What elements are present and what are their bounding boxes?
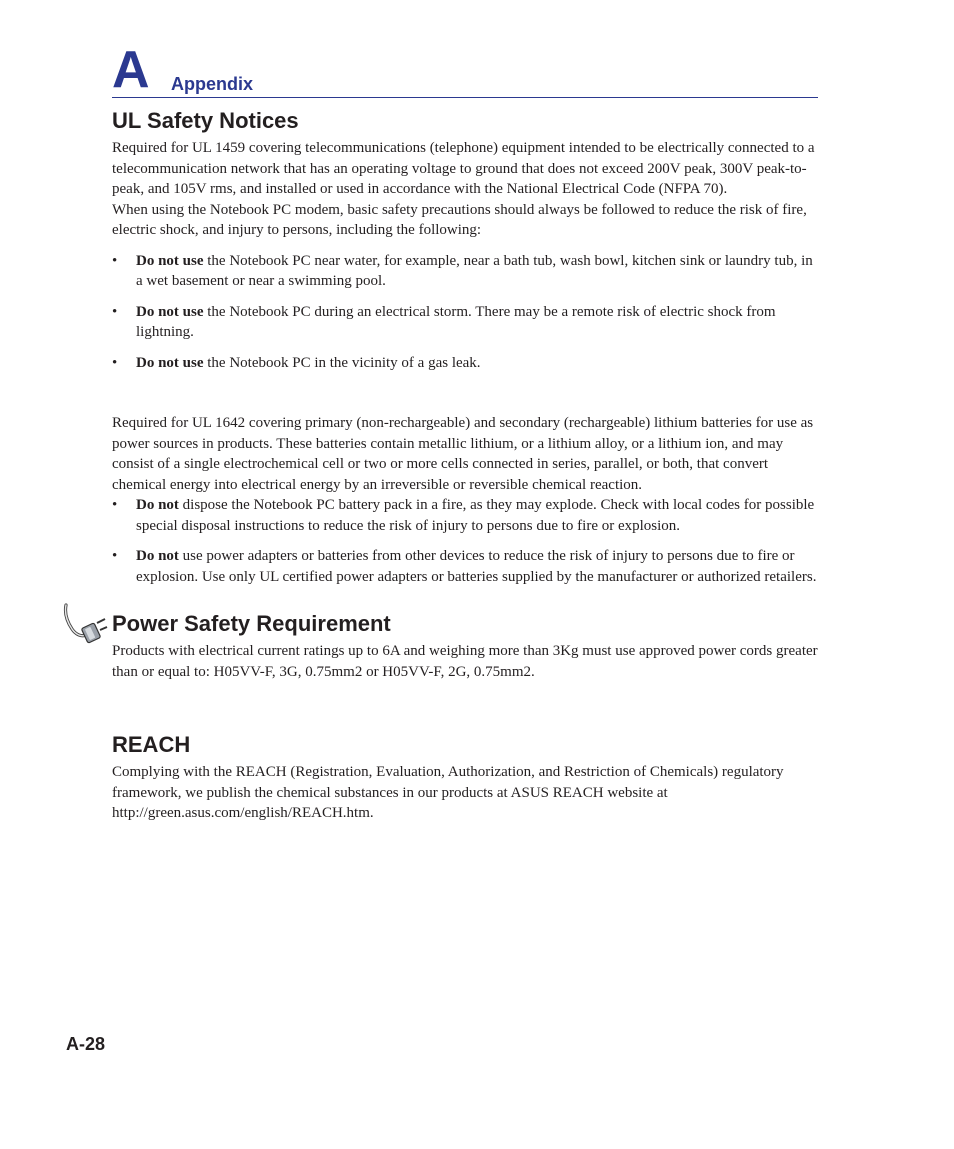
warning-text: the Notebook PC in the vicinity of a gas leak. [203,354,481,371]
reach-title: REACH [112,732,191,757]
bullet: • [112,497,118,513]
power-plug-icon [62,601,108,645]
modem-precautions-paragraph: When using the Notebook PC modem, basic safety precautions should always be followed to reduce the risk of fire, electric shock, and injury to persons, including the following: [112,201,807,238]
warning-emphasis: Do not use [136,354,204,371]
page-header [112,41,818,99]
chapter-title: Appendix [171,74,254,94]
warning-text: use power adapters or batteries from other devices to reduce the risk of injury to persons due to fire or explosion. Use only UL certified power adapters or batteries supplied by the manufacturer or authorized retailers. [136,548,817,585]
bullet: • [112,252,118,269]
reach-section [112,730,818,824]
ul-safety-section [112,106,818,587]
warning-emphasis: Do not use [136,252,204,269]
warning-text: the Notebook PC during an electrical storm. There may be a remote risk of electric shock from lightning. [136,303,776,340]
list-item [112,546,818,587]
power-safety-title: Power Safety Requirement [112,611,391,636]
ul-safety-title: UL Safety Notices [112,108,299,133]
page-content [112,106,818,824]
bullet: • [112,354,118,371]
bullet: • [112,303,118,320]
battery-warning-list [112,495,818,587]
ul-1459-paragraph: Required for UL 1459 covering telecommunications (telephone) equipment intended to be electrically connected to a telecommunication network that has an operating voltage to ground that does not exceed 200V peak, 300V peak-to-peak, and 105V rms, and installed or used in accordance with the National Electrical Code (NFPA 70). [112,140,815,197]
modem-warning-list [112,251,818,374]
power-cord-paragraph: Products with electrical current ratings up to 6A and weighing more than 3Kg must use approved power cords greater than or equal to: H05VV-F, 3G, 0.75mm2 or H05VV-F, 2G, 0.75mm2. [112,643,818,680]
appendix-letter: A [112,41,150,99]
warning-text: the Notebook PC near water, for example, near a bath tub, wash bowl, kitchen sink or laundry tub, in a wet basement or near a swimming pool. [136,252,813,289]
page-number: A-28 [66,1034,106,1054]
list-item [112,251,818,292]
reach-paragraph: Complying with the REACH (Registration, Evaluation, Authorization, and Restriction of Chemicals) regulatory framework, we publish the chemical substances in our products at ASUS REACH website at http://green.asus.com/english/REACH.htm. [112,764,784,821]
power-safety-section [112,609,818,682]
list-item [112,353,818,374]
warning-emphasis: Do not use [136,303,204,320]
warning-emphasis: Do not [136,497,179,513]
list-item [112,495,818,536]
list-item [112,302,818,343]
ul-1642-paragraph: Required for UL 1642 covering primary (non-rechargeable) and secondary (rechargeable) lithium batteries for use as power sources in products. These batteries contain metallic lithium, or a lithium alloy, or a lithium ion, and may consist of a single electrochemical cell or two or more cells connected in series, parallel, or both, that convert chemical energy into electrical energy by an irreversible or reversible chemical reaction. [112,415,814,493]
bullet: • [112,548,118,564]
warning-emphasis: Do not [136,548,179,564]
warning-text: dispose the Notebook PC battery pack in a fire, as they may explode. Check with local codes for possible special disposal instructions to reduce the risk of injury to persons due to fire or explosion. [136,497,815,534]
